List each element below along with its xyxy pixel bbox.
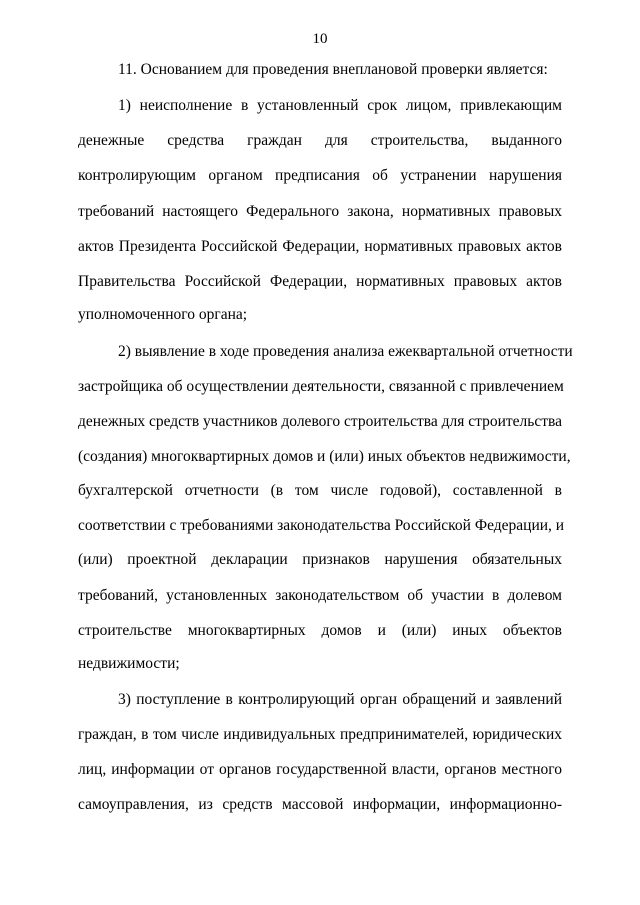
- page-number: 10: [312, 31, 328, 47]
- item2-line: (создания) многоквартирных домов и (или) иных объектов недвижимости,: [78, 448, 571, 465]
- item2-line: недвижимости;: [78, 655, 180, 672]
- item1-line: требований настоящего Федерального закона, нормативных правовых: [78, 203, 562, 220]
- item2-line: застройщика об осуществлении деятельности, связанной с привлечением: [78, 378, 564, 395]
- item2-line: бухгалтерской отчетности (в том числе годовой), составленной в: [78, 482, 562, 499]
- item2-line: соответствии с требованиями законодательства Российской Федерации, и: [78, 517, 565, 534]
- item1-line: актов Президента Российской Федерации, нормативных правовых актов: [78, 238, 562, 255]
- item3-line: граждан, в том числе индивидуальных предпринимателей, юридических: [78, 726, 562, 743]
- item1-line: денежные средства граждан для строительства, выданного: [78, 132, 562, 149]
- item3-line: самоуправления, из средств массовой информации, информационно-: [78, 796, 562, 813]
- item2-line: (или) проектной декларации признаков нарушения обязательных: [78, 551, 562, 568]
- item2-line: 2) выявление в ходе проведения анализа ежеквартальной отчетности: [118, 343, 573, 360]
- item2-line: денежных средств участников долевого строительства для строительства: [78, 413, 562, 430]
- item1-line: Правительства Российской Федерации, нормативных правовых актов: [78, 273, 562, 290]
- item1-line: 1) неисполнение в установленный срок лицом, привлекающим: [118, 97, 562, 114]
- item3-line: 3) поступление в контролирующий орган обращений и заявлений: [118, 691, 562, 708]
- section-heading: 11. Основанием для проведения внеплановой проверки является:: [118, 61, 548, 78]
- item2-line: требований, установленных законодательством об участии в долевом: [78, 587, 562, 604]
- item3-line: лиц, информации от органов государственной власти, органов местного: [78, 761, 562, 778]
- item1-line: уполномоченного органа;: [78, 306, 248, 323]
- item1-line: контролирующим органом предписания об устранении нарушения: [78, 167, 562, 184]
- item2-line: строительстве многоквартирных домов и (или) иных объектов: [78, 622, 562, 639]
